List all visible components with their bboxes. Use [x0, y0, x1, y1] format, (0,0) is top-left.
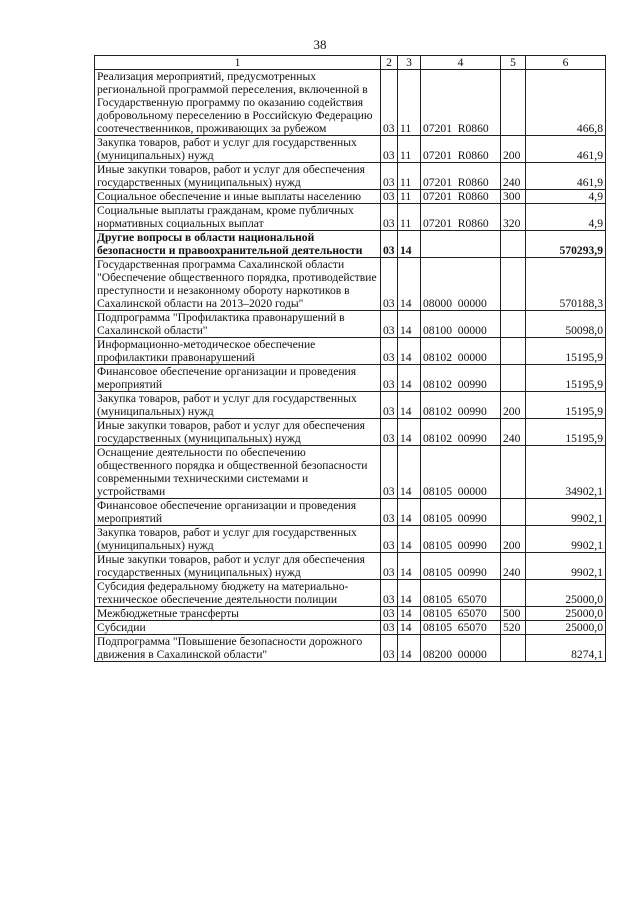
row-expense-type [501, 635, 526, 662]
row-expense-type: 200 [501, 392, 526, 419]
row-subsection: 14 [398, 419, 421, 446]
row-target-code: 07201 R0860 [421, 190, 501, 204]
row-amount: 9902,1 [526, 553, 606, 580]
row-expense-type: 300 [501, 190, 526, 204]
row-name: Иные закупки товаров, работ и услуг для обеспечения государственных (муниципальных) нужд [95, 553, 381, 580]
row-subsection: 14 [398, 311, 421, 338]
row-expense-type [501, 231, 526, 258]
table-row [95, 621, 606, 635]
table-body [95, 70, 606, 662]
row-section: 03 [381, 258, 398, 311]
row-name: Подпрограмма "Профилактика правонарушений в Сахалинской области" [95, 311, 381, 338]
table-row [95, 258, 606, 311]
row-name: Социальное обеспечение и иные выплаты населению [95, 190, 381, 204]
row-section: 03 [381, 419, 398, 446]
row-expense-type: 320 [501, 204, 526, 231]
row-amount: 34902,1 [526, 446, 606, 499]
row-expense-type: 500 [501, 607, 526, 621]
table-row [95, 311, 606, 338]
row-target-code: 08200 00000 [421, 635, 501, 662]
row-name: Реализация мероприятий, предусмотренных региональной программой переселения, включенной в Государственную программу по оказанию содействия добровольному переселению в Российскую Федерацию соотечественников, проживающих за рубежом [95, 70, 381, 136]
row-subsection: 14 [398, 231, 421, 258]
budget-table [94, 55, 606, 662]
row-section: 03 [381, 446, 398, 499]
table-row [95, 204, 606, 231]
row-target-code: 08105 00990 [421, 526, 501, 553]
row-subsection: 14 [398, 526, 421, 553]
row-expense-type: 520 [501, 621, 526, 635]
row-section: 03 [381, 365, 398, 392]
table-row [95, 231, 606, 258]
row-target-code [421, 231, 501, 258]
row-amount: 15195,9 [526, 338, 606, 365]
table-row [95, 607, 606, 621]
row-subsection: 11 [398, 163, 421, 190]
row-amount: 15195,9 [526, 419, 606, 446]
row-target-code: 07201 R0860 [421, 204, 501, 231]
row-name: Информационно-методическое обеспечение профилактики правонарушений [95, 338, 381, 365]
row-amount: 461,9 [526, 163, 606, 190]
row-name: Государственная программа Сахалинской области "Обеспечение общественного порядка, противодействие преступности и незаконному обороту наркотиков в Сахалинской области на 2013–2020 годы" [95, 258, 381, 311]
row-subsection: 14 [398, 338, 421, 365]
row-amount: 15195,9 [526, 365, 606, 392]
column-header-name: 1 [95, 56, 381, 70]
table-row [95, 338, 606, 365]
row-amount: 9902,1 [526, 526, 606, 553]
row-subsection: 11 [398, 136, 421, 163]
table-row [95, 163, 606, 190]
row-section: 03 [381, 580, 398, 607]
row-section: 03 [381, 553, 398, 580]
row-name: Финансовое обеспечение организации и проведения мероприятий [95, 365, 381, 392]
row-amount: 25000,0 [526, 580, 606, 607]
table-row [95, 392, 606, 419]
row-name: Подпрограмма "Повышение безопасности дорожного движения в Сахалинской области" [95, 635, 381, 662]
row-subsection: 14 [398, 446, 421, 499]
row-name: Межбюджетные трансферты [95, 607, 381, 621]
row-section: 03 [381, 607, 398, 621]
row-subsection: 14 [398, 499, 421, 526]
row-amount: 570188,3 [526, 258, 606, 311]
page-number: 38 [313, 37, 327, 52]
row-section: 03 [381, 338, 398, 365]
row-expense-type [501, 338, 526, 365]
row-target-code: 08105 00000 [421, 446, 501, 499]
table-row [95, 499, 606, 526]
row-name: Закупка товаров, работ и услуг для государственных (муниципальных) нужд [95, 392, 381, 419]
row-subsection: 14 [398, 392, 421, 419]
row-amount: 4,9 [526, 204, 606, 231]
row-amount: 25000,0 [526, 621, 606, 635]
row-amount: 25000,0 [526, 607, 606, 621]
row-expense-type: 240 [501, 419, 526, 446]
row-amount: 8274,1 [526, 635, 606, 662]
row-name: Субсидии [95, 621, 381, 635]
table-row [95, 190, 606, 204]
row-amount: 4,9 [526, 190, 606, 204]
table-row [95, 553, 606, 580]
column-header-target-code: 4 [421, 56, 501, 70]
row-name: Оснащение деятельности по обеспечению общественного порядка и общественной безопасности современными техническими системами и устройствами [95, 446, 381, 499]
row-name: Другие вопросы в области национальной безопасности и правоохранительной деятельности [95, 231, 381, 258]
row-target-code: 08105 65070 [421, 607, 501, 621]
row-amount: 50098,0 [526, 311, 606, 338]
row-expense-type: 240 [501, 163, 526, 190]
row-target-code: 08105 00990 [421, 499, 501, 526]
row-section: 03 [381, 70, 398, 136]
row-expense-type [501, 311, 526, 338]
row-expense-type: 200 [501, 526, 526, 553]
row-name: Закупка товаров, работ и услуг для государственных (муниципальных) нужд [95, 136, 381, 163]
row-expense-type: 240 [501, 553, 526, 580]
row-subsection: 14 [398, 258, 421, 311]
row-target-code: 08105 65070 [421, 580, 501, 607]
table-row [95, 635, 606, 662]
row-target-code: 07201 R0860 [421, 70, 501, 136]
row-target-code: 08102 00990 [421, 365, 501, 392]
row-subsection: 14 [398, 607, 421, 621]
table-row [95, 419, 606, 446]
row-target-code: 08102 00990 [421, 392, 501, 419]
table-row [95, 446, 606, 499]
column-header-section: 2 [381, 56, 398, 70]
row-expense-type: 200 [501, 136, 526, 163]
row-section: 03 [381, 621, 398, 635]
row-target-code: 08105 00990 [421, 553, 501, 580]
row-section: 03 [381, 392, 398, 419]
row-expense-type [501, 499, 526, 526]
table-row [95, 70, 606, 136]
row-section: 03 [381, 190, 398, 204]
row-subsection: 11 [398, 70, 421, 136]
row-subsection: 14 [398, 365, 421, 392]
row-subsection: 14 [398, 621, 421, 635]
row-amount: 466,8 [526, 70, 606, 136]
row-name: Финансовое обеспечение организации и проведения мероприятий [95, 499, 381, 526]
row-subsection: 14 [398, 635, 421, 662]
row-expense-type [501, 258, 526, 311]
row-target-code: 08105 65070 [421, 621, 501, 635]
row-section: 03 [381, 231, 398, 258]
row-section: 03 [381, 311, 398, 338]
table-row [95, 136, 606, 163]
row-amount: 15195,9 [526, 392, 606, 419]
row-target-code: 07201 R0860 [421, 136, 501, 163]
column-header-expense-type: 5 [501, 56, 526, 70]
row-name: Закупка товаров, работ и услуг для государственных (муниципальных) нужд [95, 526, 381, 553]
row-subsection: 14 [398, 553, 421, 580]
row-expense-type [501, 446, 526, 499]
row-subsection: 11 [398, 190, 421, 204]
row-target-code: 08100 00000 [421, 311, 501, 338]
row-expense-type [501, 580, 526, 607]
table-row [95, 526, 606, 553]
row-name: Иные закупки товаров, работ и услуг для обеспечения государственных (муниципальных) нужд [95, 419, 381, 446]
column-header-subsection: 3 [398, 56, 421, 70]
row-subsection: 14 [398, 580, 421, 607]
row-amount: 9902,1 [526, 499, 606, 526]
row-section: 03 [381, 499, 398, 526]
column-header-amount: 6 [526, 56, 606, 70]
row-amount: 461,9 [526, 136, 606, 163]
row-subsection: 11 [398, 204, 421, 231]
row-section: 03 [381, 635, 398, 662]
row-section: 03 [381, 136, 398, 163]
row-target-code: 08102 00000 [421, 338, 501, 365]
row-expense-type [501, 365, 526, 392]
row-section: 03 [381, 204, 398, 231]
row-amount: 570293,9 [526, 231, 606, 258]
row-target-code: 08102 00990 [421, 419, 501, 446]
row-section: 03 [381, 526, 398, 553]
row-target-code: 08000 00000 [421, 258, 501, 311]
row-expense-type [501, 70, 526, 136]
table-row [95, 365, 606, 392]
row-name: Социальные выплаты гражданам, кроме публичных нормативных социальных выплат [95, 204, 381, 231]
table-header-row [95, 56, 606, 70]
row-section: 03 [381, 163, 398, 190]
table-row [95, 580, 606, 607]
row-name: Иные закупки товаров, работ и услуг для обеспечения государственных (муниципальных) нужд [95, 163, 381, 190]
row-name: Субсидия федеральному бюджету на материально-техническое обеспечение деятельности полиции [95, 580, 381, 607]
row-target-code: 07201 R0860 [421, 163, 501, 190]
